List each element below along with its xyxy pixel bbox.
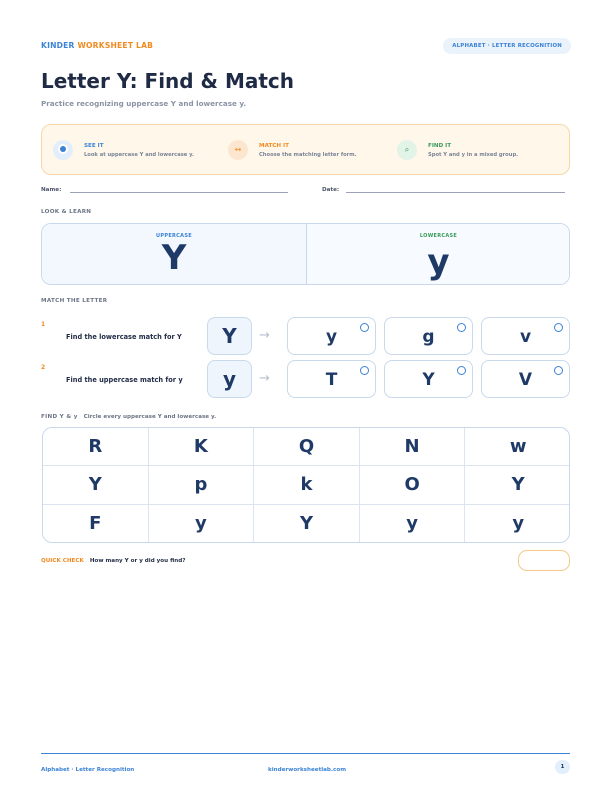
footer-topic: Alphabet · Letter Recognition	[41, 767, 135, 773]
grid-letter-cell[interactable]: O	[360, 466, 466, 504]
grid-letter-cell[interactable]: F	[43, 505, 149, 543]
radio-circle-icon[interactable]	[457, 366, 466, 375]
topic-pill: ALPHABET · LETTER RECOGNITION	[443, 38, 571, 54]
quick-check-question: How many Y or y did you find?	[89, 558, 186, 564]
target-letter: y	[207, 360, 252, 398]
grid-letter-cell[interactable]: y	[149, 505, 255, 543]
find-label: FIND Y & y	[41, 414, 78, 420]
match-row	[41, 360, 570, 400]
steps-box	[41, 124, 570, 175]
header	[41, 38, 571, 54]
letter-grid	[42, 427, 570, 543]
step-desc: Choose the matching letter form.	[259, 152, 357, 158]
brand-logo	[41, 41, 153, 50]
radio-circle-icon[interactable]	[457, 323, 466, 332]
match-prompt: Find the uppercase match for y	[66, 376, 183, 384]
brand-part1: KINDER	[41, 41, 75, 50]
radio-circle-icon[interactable]	[554, 323, 563, 332]
lowercase-letter: y	[427, 242, 450, 282]
arrows-icon: ↔	[228, 140, 248, 160]
page-number: 1	[555, 760, 570, 774]
find-instruction: Circle every uppercase Y and lowercase y.	[83, 414, 217, 420]
arrow-right-icon: →	[259, 328, 270, 343]
lowercase-panel	[306, 224, 570, 285]
uppercase-tag: UPPERCASE	[156, 233, 192, 239]
lowercase-tag: LOWERCASE	[419, 233, 458, 239]
name-field[interactable]	[70, 192, 288, 193]
uppercase-panel	[42, 224, 306, 285]
grid-letter-cell[interactable]: Y	[465, 466, 570, 504]
option-letter: g	[422, 327, 435, 347]
step-title: MATCH IT	[259, 143, 289, 149]
date-field[interactable]	[346, 192, 565, 193]
quick-check	[41, 558, 185, 564]
step-desc: Look at uppercase Y and lowercase y.	[84, 152, 195, 158]
look-learn-box	[41, 223, 570, 285]
match-option[interactable]	[384, 317, 473, 355]
grid-letter-cell[interactable]: p	[149, 466, 255, 504]
match-option[interactable]	[384, 360, 473, 398]
name-label: Name:	[41, 187, 62, 193]
grid-letter-cell[interactable]: Q	[254, 428, 360, 466]
footer-divider	[41, 753, 570, 754]
match-prompt: Find the lowercase match for Y	[66, 333, 182, 341]
option-letter: T	[325, 370, 338, 390]
brand-part2: WORKSHEET LAB	[77, 41, 154, 50]
option-letter: V	[518, 370, 533, 390]
arrow-right-icon: →	[259, 371, 270, 386]
grid-letter-cell[interactable]: Y	[254, 505, 360, 543]
date-label: Date:	[322, 187, 340, 193]
quick-check-label: QUICK CHECK	[41, 558, 84, 564]
target-letter: Y	[207, 317, 252, 355]
step-title: FIND IT	[428, 143, 452, 149]
footer-website: kinderworksheetlab.com	[268, 767, 347, 773]
grid-letter-cell[interactable]: y	[512, 512, 525, 534]
magnifier-icon: ⌕	[397, 140, 417, 160]
match-option[interactable]	[287, 317, 376, 355]
option-letter: Y	[422, 370, 435, 390]
option-letter: y	[325, 327, 338, 347]
uppercase-letter: Y	[161, 238, 187, 278]
match-row	[41, 317, 570, 357]
grid-letter-cell[interactable]: y	[360, 505, 466, 543]
match-option[interactable]	[287, 360, 376, 398]
quick-check-answer-field[interactable]	[518, 550, 570, 571]
page-subtitle: Practice recognizing uppercase Y and lowercase y.	[41, 99, 247, 108]
match-option[interactable]	[481, 317, 570, 355]
grid-letter-cell[interactable]: k	[254, 466, 360, 504]
match-number: 1	[41, 321, 46, 328]
grid-letter-cell[interactable]: K	[149, 428, 255, 466]
find-heading	[41, 414, 216, 420]
dot-icon	[53, 140, 73, 160]
grid-letter-cell[interactable]: Y	[43, 466, 149, 504]
grid-letter-cell[interactable]: N	[360, 428, 466, 466]
match-heading: MATCH THE LETTER	[41, 298, 108, 304]
grid-letter-cell[interactable]: R	[43, 428, 149, 466]
step-title: SEE IT	[84, 143, 104, 149]
look-learn-heading: LOOK & LEARN	[41, 209, 92, 215]
radio-circle-icon[interactable]	[554, 366, 563, 375]
step-desc: Spot Y and y in a mixed group.	[428, 152, 519, 158]
match-option[interactable]	[481, 360, 570, 398]
match-number: 2	[41, 364, 46, 371]
grid-letter-cell[interactable]: w	[465, 428, 570, 466]
option-letter: v	[519, 327, 532, 347]
radio-circle-icon[interactable]	[360, 366, 369, 375]
radio-circle-icon[interactable]	[360, 323, 369, 332]
page-title: Letter Y: Find & Match	[41, 69, 295, 93]
